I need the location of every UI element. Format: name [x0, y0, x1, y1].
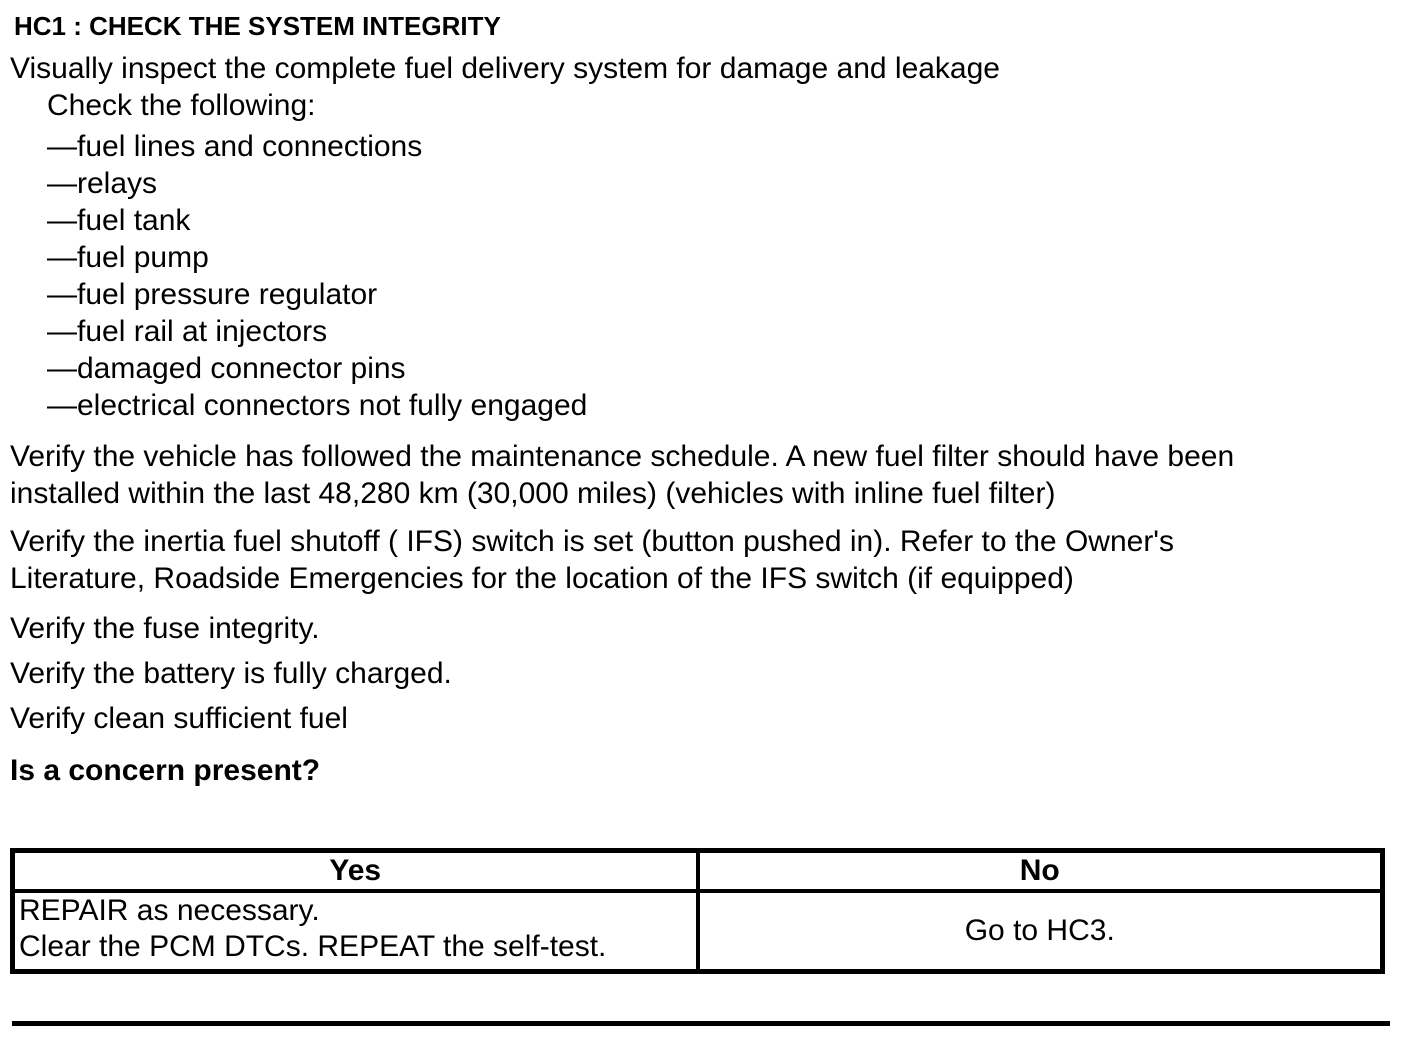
maintenance-line-2: installed within the last 48,280 km (30,000 miles) (vehicles with inline fuel filter)	[10, 477, 1056, 510]
intro-line: Visually inspect the complete fuel delivery system for damage and leakage	[10, 52, 1000, 85]
ifs-line-2: Literature, Roadside Emergencies for the location of the IFS switch (if equipped)	[10, 562, 1074, 595]
checklist-item: —damaged connector pins	[47, 352, 406, 385]
decision-table-header-row	[13, 851, 1383, 892]
maintenance-line-1: Verify the vehicle has followed the maintenance schedule. A new fuel filter should have been	[10, 440, 1235, 473]
decision-table-action-row	[13, 891, 1383, 972]
decision-question: Is a concern present?	[10, 754, 321, 787]
yes-action-line-2: Clear the PCM DTCs. REPEAT the self-test.	[19, 930, 607, 963]
procedure-title: HC1 : CHECK THE SYSTEM INTEGRITY	[14, 11, 501, 41]
no-column-header: No	[698, 851, 1383, 892]
checklist-item: —fuel rail at injectors	[47, 315, 328, 348]
ifs-line-1: Verify the inertia fuel shutoff ( IFS) switch is set (button pushed in). Refer to the Owner's	[10, 525, 1175, 558]
no-action-cell: Go to HC3.	[698, 891, 1383, 972]
checklist-item: —fuel lines and connections	[47, 130, 423, 163]
checklist-item: —fuel pump	[47, 241, 209, 274]
yes-action-line-1: REPAIR as necessary.	[19, 894, 320, 927]
intro-paragraph	[10, 50, 1408, 124]
ifs-paragraph	[10, 523, 1408, 597]
maintenance-paragraph	[10, 438, 1408, 512]
check-heading: Check the following:	[47, 89, 316, 122]
checklist-item: —electrical connectors not fully engaged	[47, 389, 588, 422]
yes-column-header: Yes	[13, 851, 698, 892]
decision-table	[10, 848, 1385, 974]
checklist-item: —fuel pressure regulator	[47, 278, 378, 311]
checklist	[10, 128, 1408, 424]
fuse-paragraph: Verify the fuse integrity.	[10, 612, 320, 645]
yes-action-cell	[13, 891, 698, 972]
checklist-item: —fuel tank	[47, 204, 191, 237]
battery-paragraph: Verify the battery is fully charged.	[10, 657, 452, 690]
checklist-item: —relays	[47, 167, 158, 200]
page-bottom-rule	[12, 1021, 1390, 1026]
fuel-paragraph: Verify clean sufficient fuel	[10, 702, 348, 735]
